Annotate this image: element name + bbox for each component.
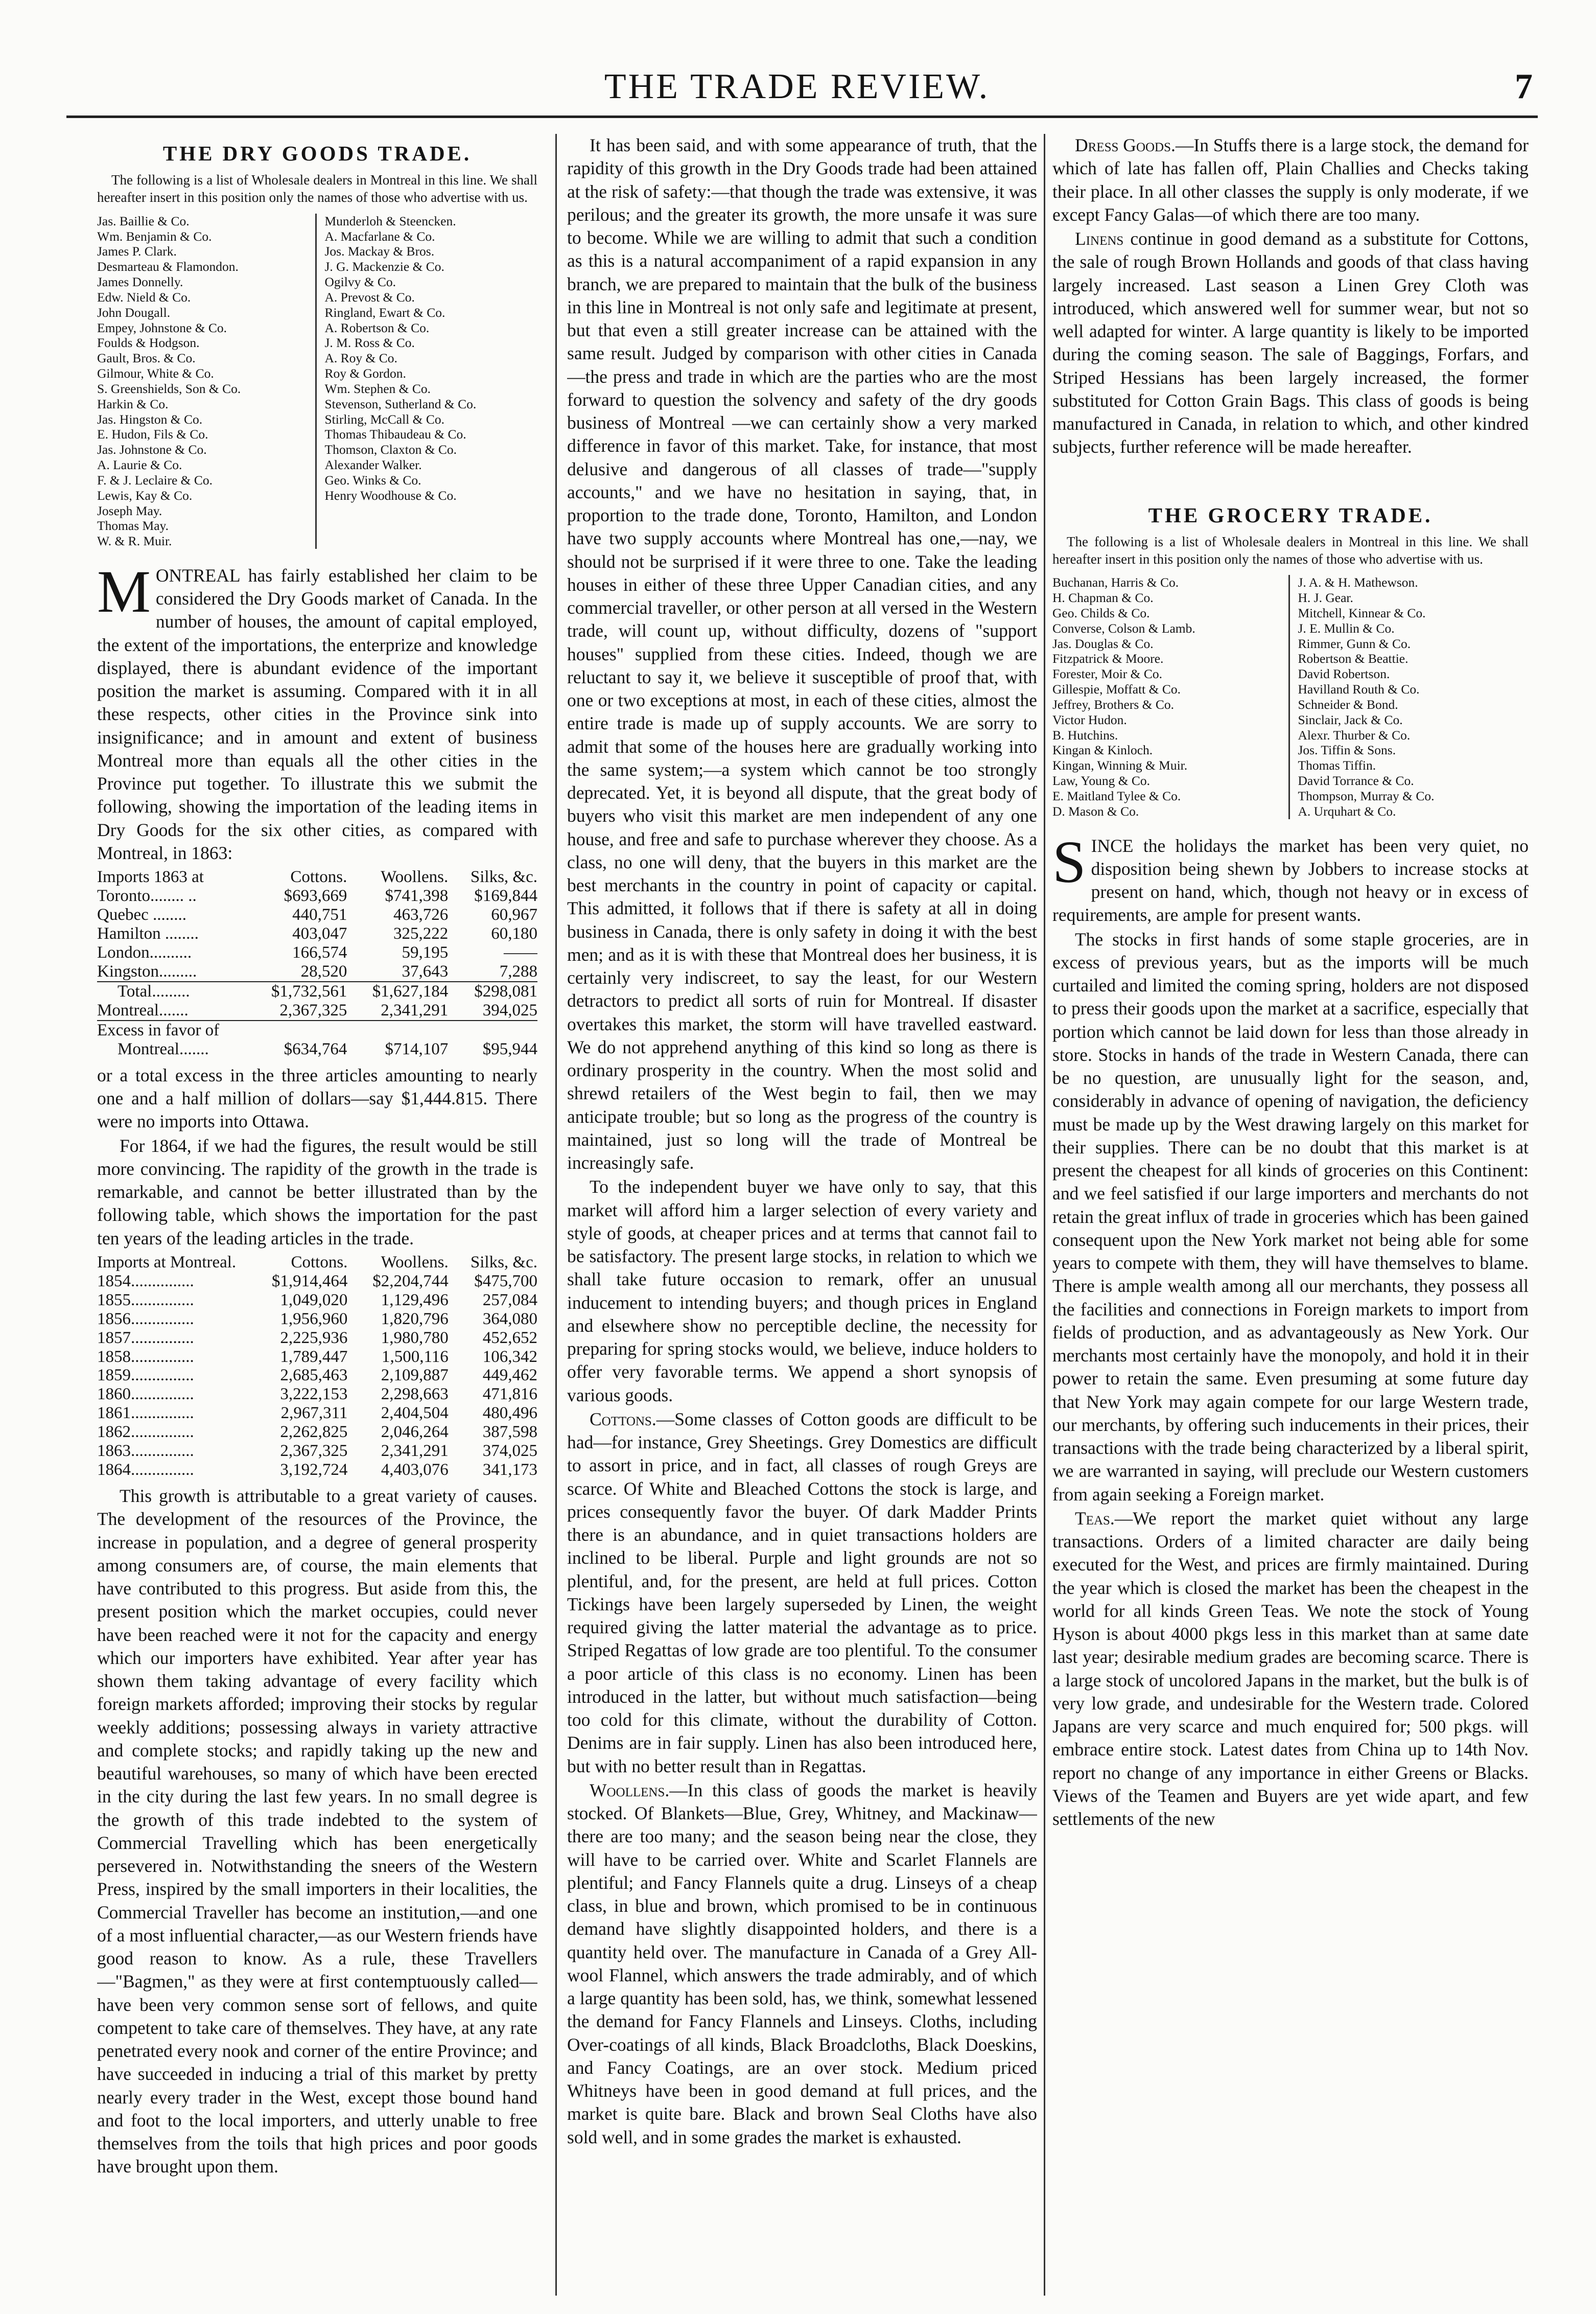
table-row: [97, 1001, 537, 1021]
dealer-name: J. A. & H. Mathewson.: [1298, 575, 1418, 590]
table-cell: 4,403,076: [381, 1461, 449, 1479]
paragraph: or a total excess in the three articles amounting to nearly one and a half million of dollars—say $1,444.815. There were no imports into Ottawa.: [97, 1065, 537, 1132]
table-cell: Montreal.......: [97, 1001, 189, 1020]
table-header-cell: Cottons.: [291, 1253, 348, 1271]
teas-paragraph: [1052, 1507, 1529, 1831]
dealer-name: Law, Young & Co.: [1052, 773, 1151, 789]
grocery-intro: [1052, 828, 1529, 927]
cottons-text: —Some classes of Cotton goods are difficult to be had—for instance, Grey Sheetings. Grey Domestics are difficult to assort in price, and in fact, all classes of rough Greys are scarce. Of White and Bleached Cottons the stock is large, and prices consequently favor the buyer. Of dark Madder Prints there is an abundance, and in quiet transactions holders are inclined to be liberal. Purple and light grounds are not so plentiful, and, for the present, are held at full prices. Cotton Tickings have been largely superseded by Linen, the weight required giving the latter material the advantage as to price. Striped Regattas of low grade are too plentiful. To the consumer a poor article of this class is no economy. Linen has been introduced in the latter, but without much satisfaction—being too cold for this climate, without the durability of Cotton. Denims are in fair supply. Linen has also been introduced here, but with no better result than in Regattas.: [567, 1408, 1037, 1776]
table-cell: 2,367,325: [280, 1442, 348, 1461]
dealer-name: B. Hutchins.: [1052, 727, 1118, 743]
table-cell: 1861...............: [97, 1404, 194, 1423]
table-row: [97, 1442, 537, 1461]
table-row: [97, 1461, 537, 1479]
table-header-row: [97, 868, 537, 887]
dealer-name: F. & J. Leclaire & Co.: [97, 472, 213, 488]
dealer-name: A. Urquhart & Co.: [1298, 803, 1396, 819]
dealer-name: Jos. Tiffin & Sons.: [1298, 743, 1396, 758]
table-header-cell: Silks, &c.: [470, 868, 537, 887]
dealer-name: H. J. Gear.: [1298, 590, 1353, 606]
dealer-name: James P. Clark.: [97, 244, 177, 259]
table-cell: 1,500,116: [381, 1347, 449, 1366]
column-3: [1052, 134, 1529, 2296]
table-cell: 7,288: [499, 962, 537, 981]
table-cell: 463,726: [393, 906, 449, 924]
dealer-name: Alexander Walker.: [324, 457, 422, 473]
dealer-name: Ogilvy & Co.: [324, 274, 396, 290]
table-cell: 2,298,663: [381, 1385, 449, 1404]
dealer-name: Buchanan, Harris & Co.: [1052, 575, 1179, 590]
linens-text: continue in good demand as a substitute for Cottons, the sale of rough Brown Hollands and goods of that class having largely increased. Last season a Linen Grey Cloth was introduced, which answered well for summer wear, but not so well adapted for winter. A large quantity is likely to be imported during the coming season. The sale of Baggings, Forfars, and Striped Hessians has been largely increased, the former substituted for Cotton Grain Bags. This class of goods is being manufactured in Canada, in relation to which, and other kindred subjects, further reference will be made hereafter.: [1052, 228, 1529, 457]
dealer-name: Wm. Benjamin & Co.: [97, 228, 212, 244]
drop-cap: S: [1052, 828, 1086, 895]
dealer-name: Gilmour, White & Co.: [97, 366, 214, 381]
table-row: [97, 1021, 537, 1040]
dry-goods-dealer-note: The following is a list of Wholesale dealers in Montreal in this line. We shall hereafter insert in this position only the names of those who advertise with us.: [97, 172, 537, 205]
table-cell: 364,080: [482, 1309, 537, 1328]
dealer-name: Jas. Douglas & Co.: [1052, 636, 1154, 651]
dealer-name: Stirling, McCall & Co.: [324, 411, 444, 427]
table-cell: $634,764: [284, 1039, 347, 1058]
dealer-name: Jas. Hingston & Co.: [97, 411, 203, 427]
table-cell: Montreal.......: [118, 1039, 209, 1058]
table-cell: 1863...............: [97, 1442, 194, 1461]
woollens-text: —In this class of goods the market is heavily stocked. Of Blankets—Blue, Grey, Whitney, and Mackinaw—there are too many; and the season being near the close, they will have to be carried over. White and Scarlet Flannels are plentiful; and Fancy Flannels quite a drug. Linseys of a cheap class, in blue and brown, which promised to be in continuous demand have slightly disappointed holders, and there is a quantity held over. The manufacture in Canada of a Grey All-wool Flannel, which answers the trade admirably, and of which a large quantity has been sold, has, we think, somewhat lessened the demand for Fancy Flannels and Linseys. Cloths, including Over-coatings of all kinds, Black Broadcloths, Black Doeskins, and Fancy Coatings, are an over stock. Medium priced Whitneys have been in good demand at full prices, and the market is quite bare. Black and brown Seal Cloths have also sold well, and in some grades the market is exhausted.: [567, 1779, 1037, 2147]
dealer-name: A. Robertson & Co.: [324, 320, 430, 335]
table-cell: 480,496: [482, 1404, 537, 1423]
dealer-name: James Donnelly.: [97, 274, 183, 290]
dress-goods-text: —In Stuffs there is a large stock, the demand for which of late has fallen off, Plain Challies and Checks taking their place. In all other classes the supply is only moderate, if we except Fancy Galas—of which there are too many.: [1052, 135, 1529, 225]
table-cell: 1,129,496: [381, 1290, 449, 1309]
table-cell: $475,700: [474, 1271, 537, 1290]
dealer-name: Gault, Bros. & Co.: [97, 351, 196, 366]
table-cell: 2,341,291: [381, 1442, 449, 1461]
table-cell: 1860...............: [97, 1385, 194, 1404]
column-2: [567, 134, 1037, 2296]
table-cell: 471,816: [482, 1385, 537, 1404]
header-rule: [66, 115, 1538, 118]
grocery-section-title: THE GROCERY TRADE.: [1148, 503, 1433, 527]
dealer-name: D. Mason & Co.: [1052, 803, 1139, 819]
dealer-name: W. & R. Muir.: [97, 534, 172, 549]
table-row: [97, 1423, 537, 1442]
table-row: [97, 1404, 537, 1423]
page-header: [61, 66, 1533, 115]
table-row: [97, 943, 537, 962]
table-header-cell: Imports 1863 at: [97, 868, 204, 887]
table-cell: 1,789,447: [280, 1347, 348, 1366]
dealer-name: Joseph May.: [97, 503, 162, 518]
table-cell: 3,192,724: [280, 1461, 348, 1479]
dealer-name: Jas. Johnstone & Co.: [97, 442, 207, 457]
section-gap: [1052, 460, 1529, 496]
dealer-list-right: [315, 214, 538, 549]
dealer-name: Thomas Tiffin.: [1298, 758, 1376, 773]
table-cell: 374,025: [482, 1442, 537, 1461]
table-cell: 1,980,780: [381, 1328, 449, 1347]
dealer-name: Gillespie, Moffatt & Co.: [1052, 682, 1181, 697]
grocery-intro-text: INCE the holidays the market has been very quiet, no disposition being shewn by Jobbers to increase stocks at present on hand, which, though not heavy or in excess of requirements, are ample for present wants.: [1052, 835, 1529, 925]
table-row: [97, 1040, 537, 1059]
table-row: [97, 1329, 537, 1348]
dress-goods-subhead: Dress Goods.: [1075, 135, 1176, 155]
table-cell: 341,173: [482, 1461, 537, 1479]
grocery-dealer-note: The following is a list of Wholesale dealers in Montreal in this line. We shall hereafter insert in this position only the names of those who advertise with us.: [1052, 534, 1529, 567]
linens-subhead: Linens: [1075, 228, 1124, 249]
dealer-name: Desmarteau & Flamondon.: [97, 259, 239, 274]
dealer-name: Harkin & Co.: [97, 396, 169, 411]
dealer-name: E. Maitland Tylee & Co.: [1052, 788, 1181, 803]
table-cell: 1854...............: [97, 1271, 194, 1290]
table-cell: 1857...............: [97, 1328, 194, 1347]
dealer-name: Fitzpatrick & Moore.: [1052, 651, 1164, 666]
table-cell: 440,751: [292, 906, 347, 924]
dealer-name: Mitchell, Kinnear & Co.: [1298, 605, 1426, 620]
dealer-name: Converse, Colson & Lamb.: [1052, 620, 1195, 636]
table-header-cell: Cottons.: [290, 868, 347, 887]
dealer-name: Havilland Routh & Co.: [1298, 682, 1420, 697]
table-cell: 2,109,887: [381, 1366, 449, 1385]
newspaper-title: THE TRADE REVIEW.: [604, 67, 990, 106]
table-cell: 60,967: [491, 906, 537, 924]
dealer-name: Schneider & Bond.: [1298, 697, 1398, 712]
dealer-list-left: [97, 214, 315, 549]
dealer-name: Henry Woodhouse & Co.: [324, 488, 457, 503]
table-header-row: [97, 1253, 537, 1272]
table-cell: 2,367,325: [279, 1001, 347, 1020]
table-row: [97, 1366, 537, 1385]
paragraph: For 1864, if we had the figures, the result would be still more convincing. The rapidity of the growth in the trade is remarkable, and cannot be better illustrated than by the following table, which shows the importation for the past ten years of the leading articles in the trade.: [97, 1135, 537, 1248]
table-cell: 2,341,291: [381, 1001, 449, 1020]
table-row: [97, 906, 537, 924]
dealer-name: Kingan & Kinloch.: [1052, 743, 1153, 758]
dealer-name: J. E. Mullin & Co.: [1298, 620, 1395, 636]
dealer-name: H. Chapman & Co.: [1052, 590, 1154, 606]
dealer-name: Forester, Moir & Co.: [1052, 666, 1163, 682]
table-row: [97, 1385, 537, 1404]
dealer-name: Empey, Johnstone & Co.: [97, 320, 227, 335]
teas-subhead: Teas.: [1075, 1508, 1115, 1529]
woollens-subhead: Woollens.: [590, 1779, 670, 1800]
table-cell: $693,669: [284, 887, 347, 906]
dealer-name: Sinclair, Jack & Co.: [1298, 712, 1403, 727]
dealer-name: Thomas Thibaudeau & Co.: [324, 427, 466, 442]
page-number: 7: [1515, 67, 1533, 106]
table-cell: 1,820,796: [381, 1309, 449, 1328]
dealer-list-left: [1052, 575, 1288, 819]
dry-goods-intro-text: ONTREAL has fairly established her claim to be considered the Dry Goods market of Canada. In the number of houses, the amount of capital employed, the extent of the importations, the enterprize and knowledge displayed, there is abundant evidence of the important position the market is assuming. Compared with it in all these respects, other cities in the Province sink into insignificance; and in amount and extent of business Montreal more than equals all the other cities in the Province put together. To illustrate this we submit the following, showing the importation of the leading items in Dry Goods for the six other cities, as compared with Montreal, in 1863:: [97, 565, 537, 863]
table-cell: Excess in favor of: [97, 1021, 537, 1040]
dealer-name: E. Hudon, Fils & Co.: [97, 427, 208, 442]
table-cell: 2,967,311: [280, 1404, 348, 1423]
table-cell: 1856...............: [97, 1309, 194, 1328]
table-row: [97, 1348, 537, 1367]
table-cell: $1,627,184: [347, 982, 448, 1001]
dealer-name: J. G. Mackenzie & Co.: [324, 259, 444, 274]
table-cell: 394,025: [482, 1001, 537, 1020]
table-cell: 2,046,264: [381, 1423, 449, 1442]
table-cell: $1,914,464: [271, 1271, 348, 1290]
table-cell: 449,462: [482, 1366, 537, 1385]
dealer-name: A. Prevost & Co.: [324, 289, 415, 305]
dealer-name: Rimmer, Gunn & Co.: [1298, 636, 1411, 651]
dealer-name: Ringland, Ewart & Co.: [324, 305, 445, 320]
dealer-name: Foulds & Hodgson.: [97, 335, 200, 351]
table-header-cell: Woollens.: [381, 1253, 449, 1271]
table-cell: 257,084: [482, 1290, 537, 1309]
dry-goods-intro: [97, 558, 537, 865]
imports-ten-year-table: [97, 1253, 537, 1479]
dealer-name: A. Laurie & Co.: [97, 457, 182, 473]
table-cell: 387,598: [482, 1423, 537, 1442]
table-cell: 3,222,153: [280, 1385, 348, 1404]
table-cell: 28,520: [300, 962, 347, 981]
teas-text: —We report the market quiet without any large transactions. Orders of a limited character are daily being executed for the West, and prices are firmly maintained. During the year which is closed the market has been the cheapest in the world for all kinds Green Teas. We note the stock of Young Hyson is about 4000 pkgs less in this market than at same date last year; desirable medium grades are becoming scarce. There is a large stock of uncolored Japans in the market, but the bulk is of very low grade, and undesirable for the Western trade. Colored Japans are very scarce and much enquired for; 500 pkgs. will embrace entire stock. Latest dates from China up to 14th Nov. report no change of any importance in either Greens or Blacks. Views of the Teamen and Buyers are yet wide apart, and few settlements of the new: [1052, 1508, 1529, 1830]
dealer-list-right: [1288, 575, 1529, 819]
table-cell: $2,204,744: [372, 1271, 449, 1290]
table-cell: $714,107: [385, 1039, 449, 1058]
dealer-name: David Torrance & Co.: [1298, 773, 1414, 789]
table-header-cell: Imports at Montreal.: [97, 1253, 237, 1271]
table-row: [97, 1310, 537, 1329]
table-row: [97, 1272, 537, 1291]
dealer-name: A. Roy & Co.: [324, 351, 397, 366]
dealer-name: J. M. Ross & Co.: [324, 335, 415, 351]
column-rule-2: [1044, 134, 1045, 2296]
table-cell: Kingston.........: [97, 962, 197, 981]
paragraph: The stocks in first hands of some staple groceries, are in excess of previous years, but as the imports will be much curtailed and limited the coming spring, holders are not disposed to press their goods upon the market at a sacrifice, especially that portion which cannot be laid down for less than those already in store. Stocks in hands of the trade in Western Canada, there can be no question, are unusually light for the season, and, considerably in advance of opening of navigation, the deficiency must be made up by the West drawing largely on this market for their supplies. There can be no doubt that this market is at present the cheapest for all kinds of groceries on this Continent: and we feel satisfied if our large importers and merchants do not retain the great influx of trade in groceries which has been gained consequent upon the New York market not being able for some years to compete with them, they will have themselves to blame. There is ample wealth among all our merchants, they possess all the facilities and connections in Foreign markets to import from fields of production, and as advantageously as New York. Our merchants most certainly have the monopoly, and hold it in their power to retain the same. Even presuming at some future day that New York may again compete for our large Western trade, our merchants, by offering such inducements in their prices, their transactions with the trade being characterized by a liberal spirit, we are warranted in saying, will preclude our Western customers from again seeking a Foreign market.: [1052, 929, 1529, 1505]
table-cell: $741,398: [385, 887, 449, 906]
dealer-name: Alexr. Thurber & Co.: [1298, 727, 1411, 743]
dealer-name: Wm. Stephen & Co.: [324, 381, 431, 396]
dry-goods-dealer-list: [97, 214, 537, 549]
paragraph: To the independent buyer we have only to say, that this market will afford him a larger selection of every variety and style of goods, at cheaper prices and at terms that cannot fail to be satisfactory. The present large stocks, in relation to which we shall take future occasion to remark, offer an unusual inducement to intending buyers; and though prices in England and elsewhere show no perceptible decline, the necessity for preparing for spring stocks would, we believe, induce holders to offer very favorable terms. We append a short synopsis of various goods.: [567, 1176, 1037, 1405]
table-cell: 2,685,463: [280, 1366, 348, 1385]
table-cell: 166,574: [292, 943, 347, 962]
table-cell: 106,342: [482, 1347, 537, 1366]
linens-paragraph: [1052, 227, 1529, 459]
dealer-name: A. Macfarlane & Co.: [324, 228, 435, 244]
table-cell: $1,732,561: [246, 982, 347, 1001]
table-cell: 1858...............: [97, 1347, 194, 1366]
table-cell: 452,652: [482, 1328, 537, 1347]
table-cell: 1,049,020: [280, 1290, 348, 1309]
table-cell: 2,404,504: [381, 1404, 449, 1423]
table-cell: Toronto........ ..: [97, 887, 197, 906]
grocery-dealer-list: [1052, 575, 1529, 819]
table-cell: Hamilton ........: [97, 924, 199, 943]
dealer-name: Edw. Nield & Co.: [97, 289, 191, 305]
table-cell: Total.........: [97, 982, 246, 1001]
table-cell: $169,844: [474, 887, 537, 906]
dealer-name: Lewis, Kay & Co.: [97, 488, 193, 503]
dealer-name: Kingan, Winning & Muir.: [1052, 758, 1188, 773]
table-row: [97, 887, 537, 906]
dealer-name: Jeffrey, Brothers & Co.: [1052, 697, 1174, 712]
dealer-name: Jas. Baillie & Co.: [97, 213, 190, 228]
dealer-name: Munderloh & Steencken.: [324, 213, 456, 228]
dealer-name: John Dougall.: [97, 305, 171, 320]
table-cell: ——: [504, 943, 537, 962]
table-cell: 37,643: [402, 962, 449, 981]
table-cell: 403,047: [292, 924, 347, 943]
table-row: [97, 1291, 537, 1310]
dealer-name: Stevenson, Sutherland & Co.: [324, 396, 477, 411]
table-cell: 1,956,960: [280, 1309, 348, 1328]
table-cell: 1859...............: [97, 1366, 194, 1385]
table-cell: Quebec ........: [97, 906, 187, 924]
table-header-cell: Woollens.: [381, 868, 449, 887]
table-cell: 2,225,936: [280, 1328, 348, 1347]
table-cell: 1864...............: [97, 1461, 194, 1479]
table-total-row: [97, 982, 537, 1001]
table-cell: 1862...............: [97, 1423, 194, 1442]
cottons-subhead: Cottons.: [590, 1408, 656, 1429]
dealer-name: Roy & Gordon.: [324, 366, 406, 381]
table-header-cell: Silks, &c.: [470, 1253, 537, 1271]
dry-goods-section-title: THE DRY GOODS TRADE.: [162, 142, 472, 165]
dealer-name: Thomson, Claxton & Co.: [324, 442, 457, 457]
imports-1863-table: [97, 868, 537, 1059]
dealer-name: Geo. Childs & Co.: [1052, 605, 1150, 620]
dealer-name: Victor Hudon.: [1052, 712, 1127, 727]
table-cell: 1855...............: [97, 1290, 194, 1309]
dealer-name: S. Greenshields, Son & Co.: [97, 381, 241, 396]
table-cell: $298,081: [448, 982, 537, 1001]
table-cell: 60,180: [491, 924, 537, 943]
dealer-name: Robertson & Beattie.: [1298, 651, 1409, 666]
dealer-name: Thompson, Murray & Co.: [1298, 788, 1435, 803]
table-row: [97, 924, 537, 943]
table-cell: London..........: [97, 943, 192, 962]
column-rule-1: [555, 134, 557, 2296]
table-row: [97, 962, 537, 982]
table-cell: 325,222: [393, 924, 449, 943]
table-cell: 59,195: [402, 943, 449, 962]
table-cell: 2,262,825: [280, 1423, 348, 1442]
paragraph: It has been said, and with some appearance of truth, that the rapidity of this growth in the Dry Goods trade had been attained at the risk of safety:—that though the trade was extensive, it was perilous; and the greater its growth, the more unsafe it was sure to become. While we are willing to admit that such a condition as this is a natural accompaniment of a rapid expansion in any branch, we are prepared to maintain that the bulk of the business in this line in Montreal is not only safe and legitimate at present, but that even a still greater increase can be attained with the same result. Judged by comparison with other cities in Canada—the press and trade in which are the parties who are the most forward to question the solvency and safety of the dry goods business of Montreal —we can certainly show a very marked difference in favor of this market. Take, for instance, that most delusive and dangerous of all classes of trade—"supply accounts," and we have no hesitation in saying, that, in proportion to the trade done, Toronto, Hamilton, and London have two supply accounts where Montreal has one,—nay, we should not be surprised if it were three to one. Take the leading houses in either of these three Upper Canadian cities, and any commercial traveller, or other person at all versed in the Western trade, will count up, without difficulty, dozens of "support houses" supplied from these cities. Indeed, though we are reluctant to say it, we believe it susceptible of proof that, with one or two exceptions at most, in each of these cities, almost the entire trade is made up of supply accounts. We are sorry to admit that some of the houses here are gradually working into the same system;—a system which cannot be too strongly deprecated. Yet, it is beyond all dispute, that the great body of buyers who visit this market are men independent of any one house, and free and safe to purchase wherever they choose. As a class, no one will deny, that the buyers in this market are the best merchants in the country in point of capacity or capital. This admitted, it follows that if there is safety at all in doing business in Canada, there is only safety in doing it with the best men; and as it is with these that Montreal does her business, it is certainly very indiscreet, to say the least, for our Western detractors to predict all sorts of ruin for Montreal. If disaster overtakes this market, the storm will have travelled eastward. We do not apprehend anything of this kind so long as there is ordinary prosperity in the country. When the most solid and shrewd retailers of the West begin to fail, then we may anticipate trouble; but so long as the progress of the country is maintained, just so long will the trade of Montreal be increasingly safe.: [567, 135, 1037, 1173]
column-1: [97, 134, 537, 2296]
woollens-paragraph: [567, 1779, 1037, 2149]
table-cell: $95,944: [482, 1039, 537, 1058]
dealer-name: Geo. Winks & Co.: [324, 472, 421, 488]
drop-cap: M: [97, 558, 151, 625]
paragraph: This growth is attributable to a great variety of causes. The development of the resources of the Province, the increase in population, and a degree of general prosperity among consumers are, of course, the main elements that have contributed to this progress. But aside from this, the present position which the market occupies, could never have been reached were it not for the capacity and energy which our importers have exhibited. Year after year has shown them taking advantage of every facility which foreign markets afforded; improving their stocks by regular weekly additions; possessing always in variety attractive and complete stocks; and rapidly taking up the new and beautiful warehouses, so many of which have been erected in the city during the last few years. In no small degree is the growth of this trade indebted to the system of Commercial Travelling which has been energetically persevered in. Notwithstanding the sneers of the Western Press, inspired by the small importers in their localities, the Commercial Traveller has become an institution,—and one of a most influential character,—as our Western friends have good reason to know. As a rule, these Travellers —"Bagmen," as they were at first contemptuously called—have been very common sense sort of fellows, and quite competent to take care of themselves. They have, at any rate penetrated every nook and corner of the entire Province; and have succeeded in inducing a trial of this market by pretty nearly every trader in the West, except those bound hand and foot to the local importers, and utterly unable to free themselves from the toils that high prices and poor goods have brought upon them.: [97, 1486, 537, 2177]
dealer-name: David Robertson.: [1298, 666, 1390, 682]
dealer-name: Thomas May.: [97, 518, 169, 534]
dress-goods-paragraph: [1052, 134, 1529, 226]
cottons-paragraph: [567, 1408, 1037, 1778]
dealer-name: Jos. Mackay & Bros.: [324, 244, 435, 259]
